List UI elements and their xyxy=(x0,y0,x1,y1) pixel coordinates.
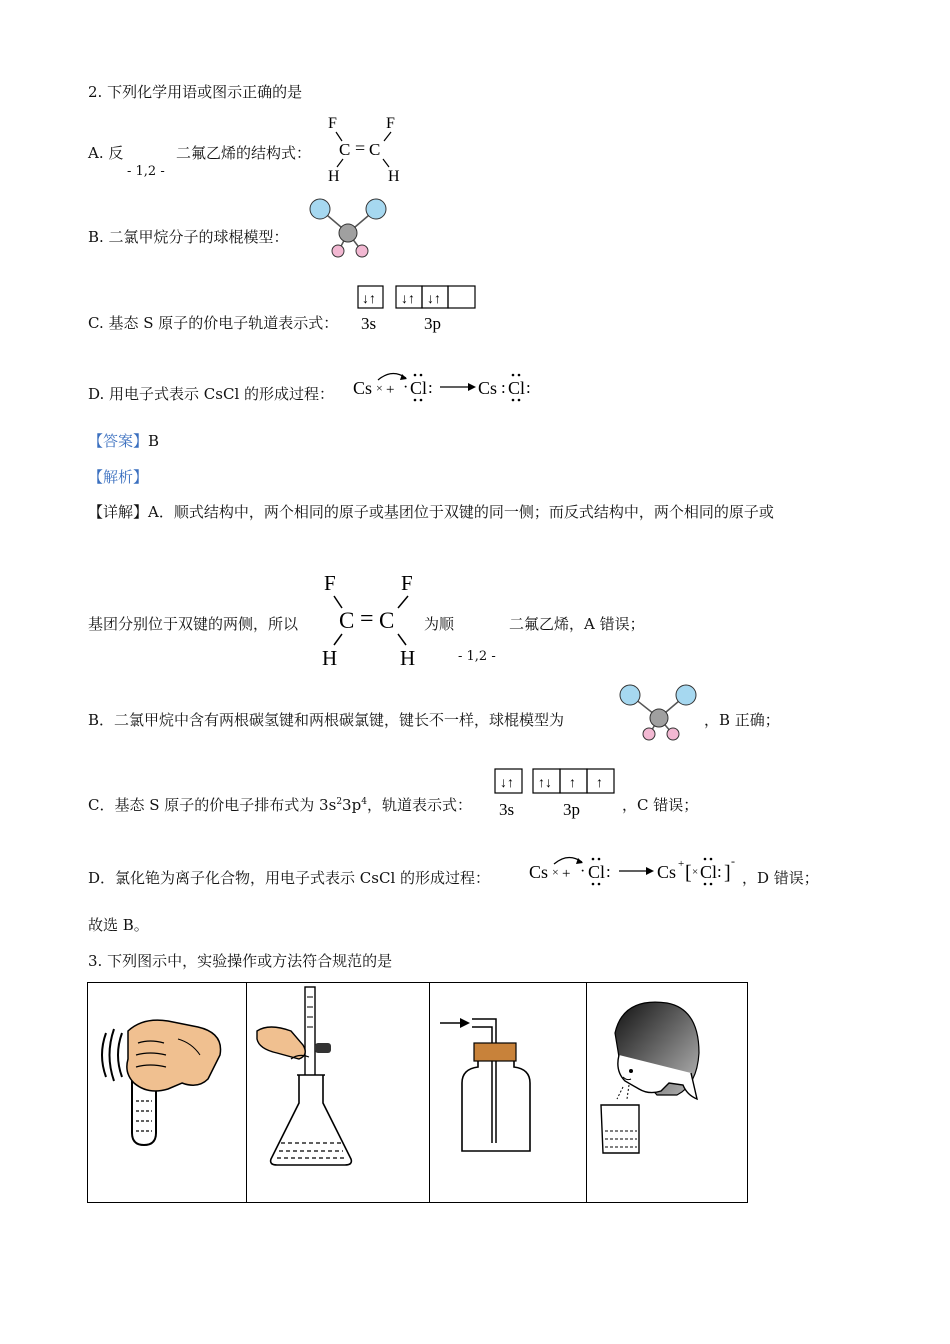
cl-atom-ball xyxy=(620,685,640,705)
analysis-label: 【解析】 xyxy=(88,468,149,486)
q2-stem: 2. 下列化学用语或图示正确的是 xyxy=(88,83,303,101)
detail-a-locant-note: - 1,2 - xyxy=(458,649,496,664)
orbital-3p-box3-arrow: ↑ xyxy=(596,776,603,791)
q3-stem: 3. 下列图示中，实验操作或方法符合规范的是 xyxy=(88,952,393,970)
lewis-bracket-right: ] xyxy=(724,862,731,884)
detail-conclusion: 故选 B。 xyxy=(88,916,149,934)
lewis-cl-colon: : xyxy=(428,378,433,397)
detail-c-prefix: C．基态 S 原子的价电子排布式为 3s xyxy=(88,796,337,814)
detail-c-sup-p: 4 xyxy=(361,797,367,807)
orbital-diagram-wrong xyxy=(356,284,480,336)
detail-c-sup-s: 2 xyxy=(336,797,343,807)
option-a-suffix: 二氟乙烯的结构式： xyxy=(176,144,312,162)
orbital-3p-box1-arrows: ↑↓ xyxy=(538,776,552,791)
struct-c-left: C xyxy=(339,608,355,633)
option-d-text: D. 用电子式表示 CsCl 的形成过程： xyxy=(88,385,335,403)
lewis-anion-charge: - xyxy=(731,854,735,868)
lewis-anion-cl: Cl xyxy=(700,862,718,882)
cis-difluoroethene-structure xyxy=(318,568,428,672)
h-atom-ball xyxy=(643,728,655,740)
detail-a-line2-mid: 为顺 xyxy=(424,615,455,633)
option-b-text: B. 二氯甲烷分子的球棍模型： xyxy=(88,228,289,246)
struct-f-left: F xyxy=(328,115,337,132)
q3-panel-smelling xyxy=(586,982,748,1203)
detail-c-mid: 3p xyxy=(342,796,362,814)
cl-atom-ball xyxy=(366,199,386,219)
h-atom-ball xyxy=(332,245,344,257)
lewis-cl-unpaired-dot: · xyxy=(403,379,409,396)
lewis-cl-unpaired-dot: · xyxy=(580,863,586,880)
answer-line xyxy=(88,432,159,450)
cscl-formation-wrong xyxy=(350,366,550,408)
struct-h-left: H xyxy=(328,168,340,185)
lewis-product-cl: Cl xyxy=(508,378,526,398)
struct-c-right: C xyxy=(379,608,395,633)
trans-difluoroethene-structure xyxy=(322,110,412,185)
lewis-cl: Cl xyxy=(410,378,428,398)
cl-atom-ball xyxy=(310,199,330,219)
struct-c-left: C xyxy=(339,140,351,159)
option-a-prefix: A. 反 xyxy=(88,144,124,162)
detail-a-text: A．顺式结构中，两个相同的原子或基团位于双键的同一侧；而反式结构中，两个相同的原子或 xyxy=(148,503,774,521)
gas-bottle-illustration xyxy=(430,983,586,1202)
lewis-cs-electron: × xyxy=(376,381,383,395)
struct-f-left: F xyxy=(324,571,336,595)
dichloromethane-ball-stick-model-wrong xyxy=(306,195,390,261)
lewis-cs: Cs xyxy=(353,378,373,398)
orbital-3p-label: 3p xyxy=(424,314,441,333)
cl-atom-ball xyxy=(676,685,696,705)
lewis-cs: Cs xyxy=(529,862,549,882)
option-a-locant-note: - 1,2 - xyxy=(127,164,165,179)
lewis-product-cs: Cs xyxy=(478,378,498,398)
struct-h-left: H xyxy=(322,646,338,670)
orbital-3s-label: 3s xyxy=(361,314,377,333)
orbital-3p-box2-arrow: ↑ xyxy=(569,776,576,791)
detail-a-line1 xyxy=(88,503,774,521)
h-atom-ball xyxy=(667,728,679,740)
q3-panel-gas-bottle xyxy=(429,982,587,1203)
orbital-3s-label: 3s xyxy=(499,800,515,819)
shaking-test-tube-illustration xyxy=(88,983,246,1202)
detail-label: 【详解】 xyxy=(88,503,149,521)
c-atom-ball xyxy=(650,709,668,727)
orbital-3s-arrows: ↓↑ xyxy=(500,776,514,791)
struct-double-bond: = xyxy=(355,138,366,158)
detail-c-line xyxy=(88,796,472,814)
lewis-cation-charge: + xyxy=(678,858,685,870)
struct-double-bond: = xyxy=(360,606,374,632)
option-c-text: C. 基态 S 原子的价电子轨道表示式： xyxy=(88,314,339,332)
orbital-diagram-correct xyxy=(493,766,619,822)
orbital-3p-label: 3p xyxy=(563,800,580,819)
lewis-cs-electron: × xyxy=(552,865,559,879)
struct-f-right: F xyxy=(386,115,395,132)
answer-label: 【答案】 xyxy=(88,432,149,450)
lewis-plus: + xyxy=(386,382,395,398)
lewis-product-cl-colon: : xyxy=(526,378,531,397)
orbital-3p-box2-arrows: ↓↑ xyxy=(427,292,441,307)
lewis-plus: + xyxy=(562,866,571,882)
struct-h-right: H xyxy=(400,646,416,670)
lewis-anion-colon: : xyxy=(717,862,722,881)
lewis-shared-colon: : xyxy=(501,378,506,397)
cscl-formation-correct xyxy=(526,850,756,892)
lewis-cl-colon: : xyxy=(606,862,611,881)
struct-f-right: F xyxy=(401,571,413,595)
lewis-cation-cs: Cs xyxy=(657,862,677,882)
detail-b-text: B．二氯甲烷中含有两根碳氢键和两根碳氯键，键长不一样，球棍模型为 xyxy=(88,711,565,729)
lewis-anion-electron: × xyxy=(692,866,699,878)
lewis-cl: Cl xyxy=(588,862,606,882)
q3-panel-shaking-test-tube xyxy=(87,982,247,1203)
orbital-3p-box1-arrows: ↓↑ xyxy=(401,292,415,307)
detail-b-suffix: ，B 正确； xyxy=(704,711,780,729)
h-atom-ball xyxy=(356,245,368,257)
struct-c-right: C xyxy=(369,140,381,159)
detail-d-suffix: ，D 错误； xyxy=(742,869,819,887)
q3-panel-titration xyxy=(246,982,430,1203)
detail-a-line2-prefix: 基团分别位于双键的两侧，所以 xyxy=(88,615,299,633)
c-atom-ball xyxy=(339,224,357,242)
detail-a-line2-suffix: 二氟乙烯，A 错误； xyxy=(509,615,645,633)
detail-c-end: ，C 错误； xyxy=(622,796,699,814)
titration-illustration xyxy=(247,983,429,1202)
answer-value: B xyxy=(148,432,160,450)
dichloromethane-ball-stick-model-correct xyxy=(616,681,702,745)
lewis-bracket-left: [ xyxy=(685,862,692,884)
smelling-illustration xyxy=(587,983,747,1202)
struct-h-right: H xyxy=(388,168,400,185)
orbital-3s-arrows: ↓↑ xyxy=(362,292,376,307)
detail-d-text: D．氯化铯为离子化合物，用电子式表示 CsCl 的形成过程： xyxy=(88,869,491,887)
detail-c-suffix: ，轨道表示式： xyxy=(366,796,472,814)
